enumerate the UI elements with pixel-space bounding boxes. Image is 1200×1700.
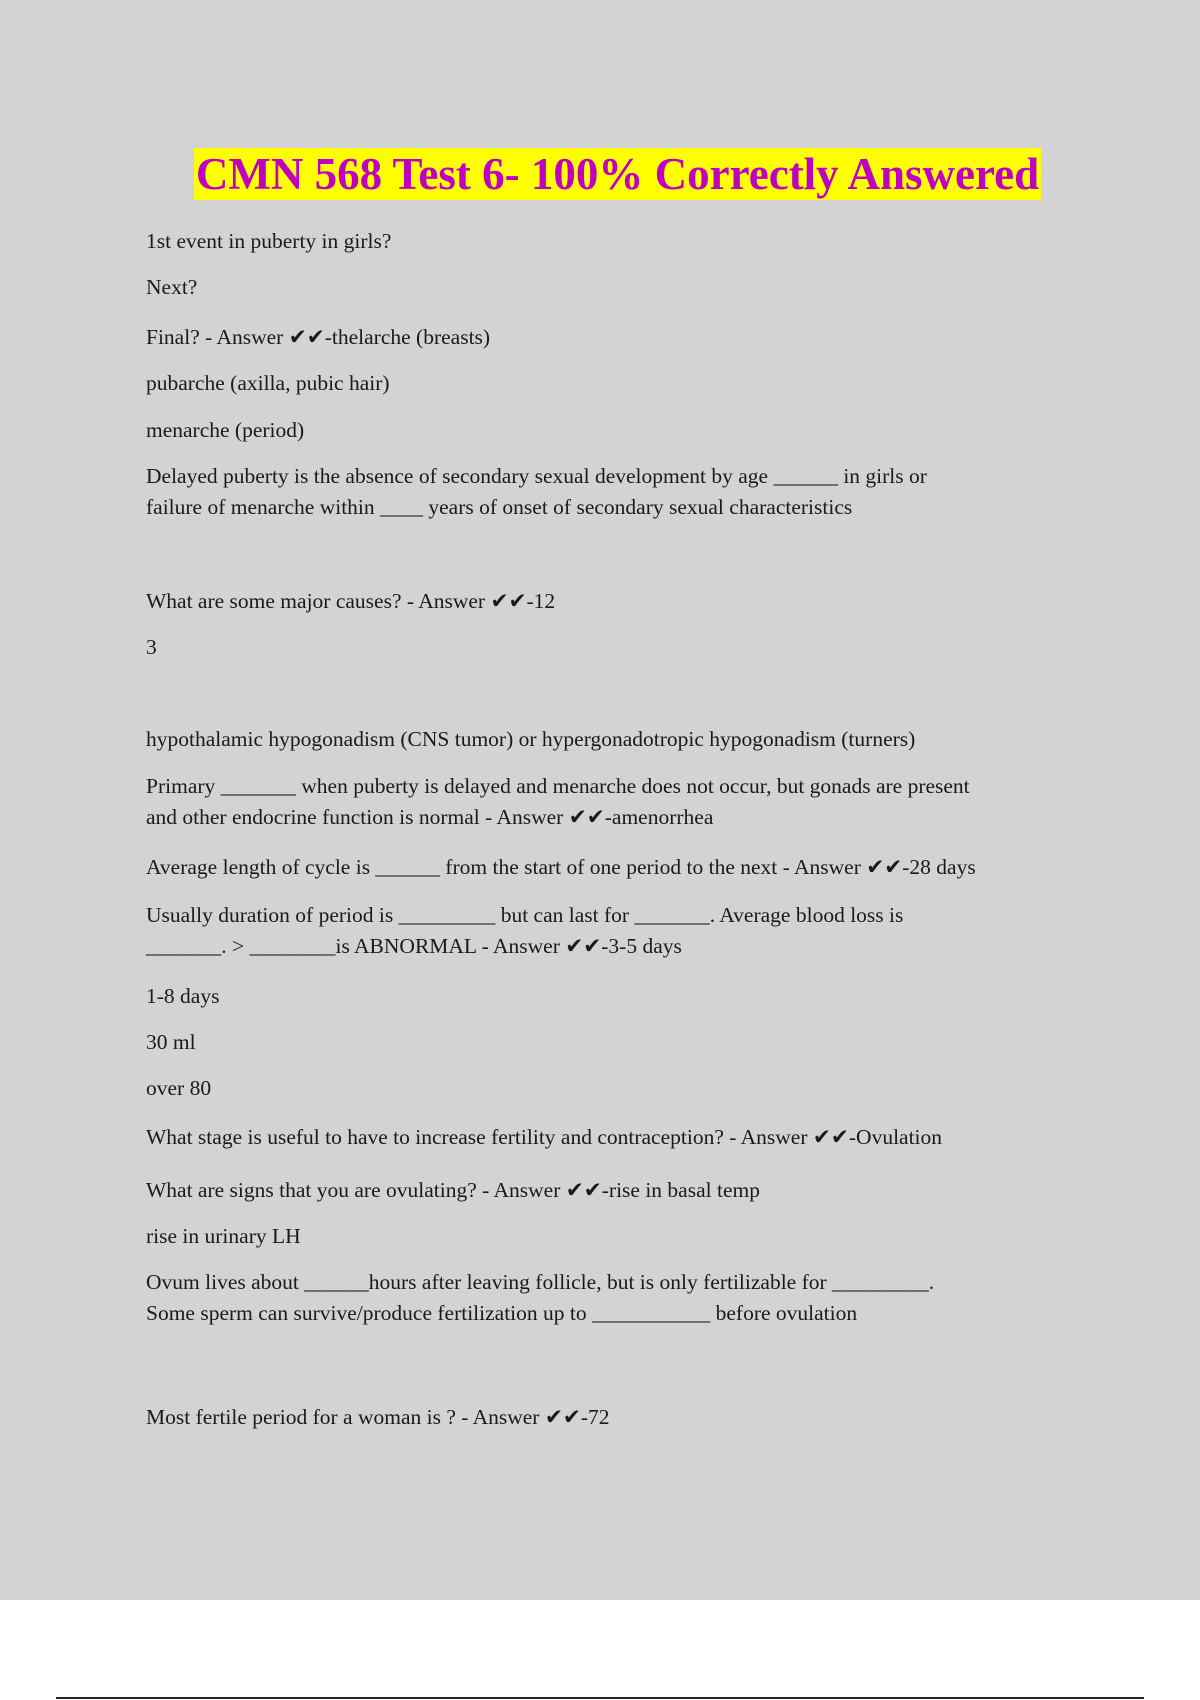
text-line: What are some major causes? - Answer ✔✔-12 xyxy=(146,589,556,613)
text-line: Next? xyxy=(146,275,198,299)
footer-divider xyxy=(56,1697,1144,1699)
text-line: Average length of cycle is ______ from the start of one period to the next - Answer ✔✔-28 days xyxy=(146,855,976,879)
text-line: Delayed puberty is the absence of secondary sexual development by age ______ in girls or failure of menarche within ____ years of onset of secondary sexual characteristics xyxy=(146,464,927,519)
text-line: menarche (period) xyxy=(146,418,305,442)
title-container xyxy=(0,148,1200,200)
text-line: 1-8 days xyxy=(146,984,220,1008)
text-line: hypothalamic hypogonadism (CNS tumor) or hypergonadotropic hypogonadism (turners) xyxy=(146,727,916,751)
text-line: 30 ml xyxy=(146,1030,196,1054)
text-line: Final? - Answer ✔✔-thelarche (breasts) xyxy=(146,325,491,349)
document-title: CMN 568 Test 6- 100% Correctly Answered xyxy=(195,149,1040,199)
text-line: 1st event in puberty in girls? xyxy=(146,229,392,253)
text-line: rise in urinary LH xyxy=(146,1224,301,1248)
text-line: What are signs that you are ovulating? - Answer ✔✔-rise in basal temp xyxy=(146,1178,760,1202)
text-line: 3 xyxy=(146,635,157,659)
text-line: pubarche (axilla, pubic hair) xyxy=(146,371,390,395)
text-line: Ovum lives about ______hours after leaving follicle, but is only fertilizable for _________. Some sperm can survive/produce fertilization up to ___________ before ovulation xyxy=(146,1270,935,1325)
text-line: Primary _______ when puberty is delayed and menarche does not occur, but gonads are present and other endocrine function is normal - Answer ✔✔-amenorrhea xyxy=(146,774,970,829)
text-line: What stage is useful to have to increase fertility and contraception? - Answer ✔✔-Ovulation xyxy=(146,1125,943,1149)
text-line: over 80 xyxy=(146,1076,212,1100)
text-line: Usually duration of period is _________ but can last for _______. Average blood loss is _______. > ________is ABNORMAL - Answer ✔✔-3-5 days xyxy=(146,903,904,958)
text-line: Most fertile period for a woman is ? - Answer ✔✔-72 xyxy=(146,1405,610,1429)
